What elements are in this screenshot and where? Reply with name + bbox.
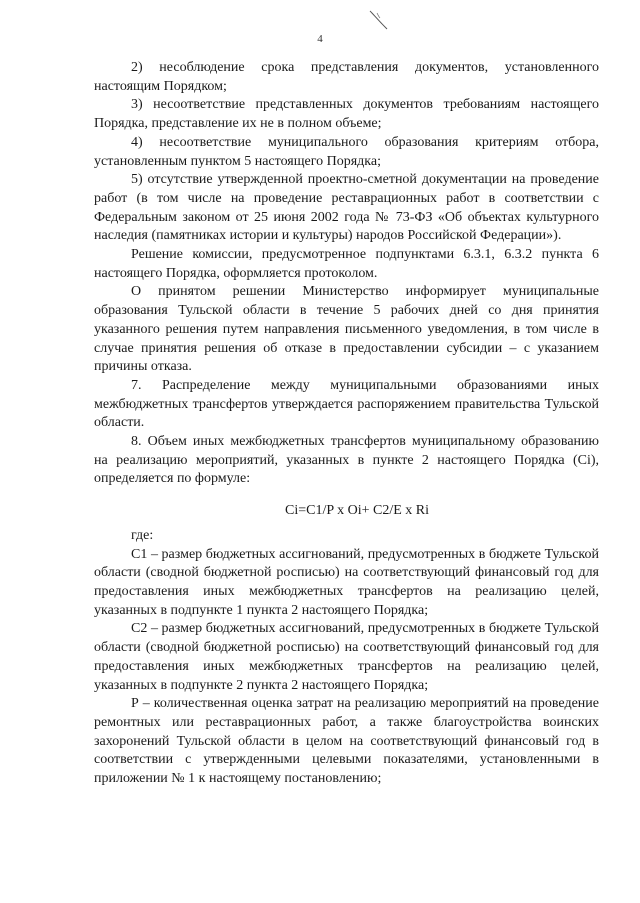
paragraph-item-2: 2) несоблюдение срока представления документов, установленного настоящим Порядком; xyxy=(94,60,599,94)
pen-mark-icon xyxy=(368,9,390,31)
paragraph-clause-7: 7. Распределение между муниципальными образованиями иных межбюджетных трансфертов утверждается распоряжением правительства Тульской области. xyxy=(94,377,599,431)
definition-p: Р – количественная оценка затрат на реализацию мероприятий на проведение ремонтных или реставрационных работ, а также благоустройства воинских захоронений Тульской области в целом на соответствующий финансовый год в соответствии с утвержденными целевыми показателями, установленными в приложении № 1 к настоящему постановлению; xyxy=(94,696,599,787)
definition-c1: С1 – размер бюджетных ассигнований, предусмотренных в бюджете Тульской области (сводной бюджетной росписью) на соответствующий финансовый год для предоставления иных межбюджетных трансфертов на реализацию целей, указанных в подпункте 1 пункта 2 настоящего Порядка; xyxy=(94,546,599,618)
definition-c2: С2 – размер бюджетных ассигнований, предусмотренных в бюджете Тульской области (сводной бюджетной росписью) на соответствующий финансовый год для предоставления иных межбюджетных трансфертов на реализацию целей, указанных в подпункте 2 пункта 2 настоящего Порядка; xyxy=(94,621,599,693)
paragraph-item-4: 4) несоответствие муниципального образования критериям отбора, установленным пунктом 5 настоящего Порядка; xyxy=(94,134,599,169)
where-label: где: xyxy=(131,527,154,543)
page-number: 4 xyxy=(317,33,323,45)
paragraph-clause-8: 8. Объем иных межбюджетных трансфертов муниципальному образованию на реализацию мероприятий, указанных в пункте 2 настоящего Порядка (Ci), определяется по формуле: xyxy=(94,434,599,487)
paragraph-item-3: 3) несоответствие представленных документов требованиям настоящего Порядка, представление их не в полном объеме; xyxy=(94,97,599,132)
paragraph-commission-decision: Решение комиссии, предусмотренное подпунктами 6.3.1, 6.3.2 пункта 6 настоящего Порядка, оформляется протоколом. xyxy=(94,247,599,281)
paragraph-ministry-notice: О принятом решении Министерство информирует муниципальные образования Тульской области в течение 5 рабочих дней со дня принятия указанного решения путем направления письменного уведомления, в том числе в случае принятия решения об отказе в предоставлении субсидии – с указанием причины отказа. xyxy=(94,284,599,375)
formula: Ci=C1/P x Oi+ C2/E x Ri xyxy=(285,503,430,519)
paragraph-item-5: 5) отсутствие утвержденной проектно-сметной документации на проведение работ (в том числе на проведение реставрационных работ в соответствии с Федеральным законом от 25 июня 2002 года № 73-ФЗ «Об объектах культурного наследия (памятниках истории и культуры) народов Российской Федерации»). xyxy=(94,172,599,244)
document-body xyxy=(94,59,599,789)
